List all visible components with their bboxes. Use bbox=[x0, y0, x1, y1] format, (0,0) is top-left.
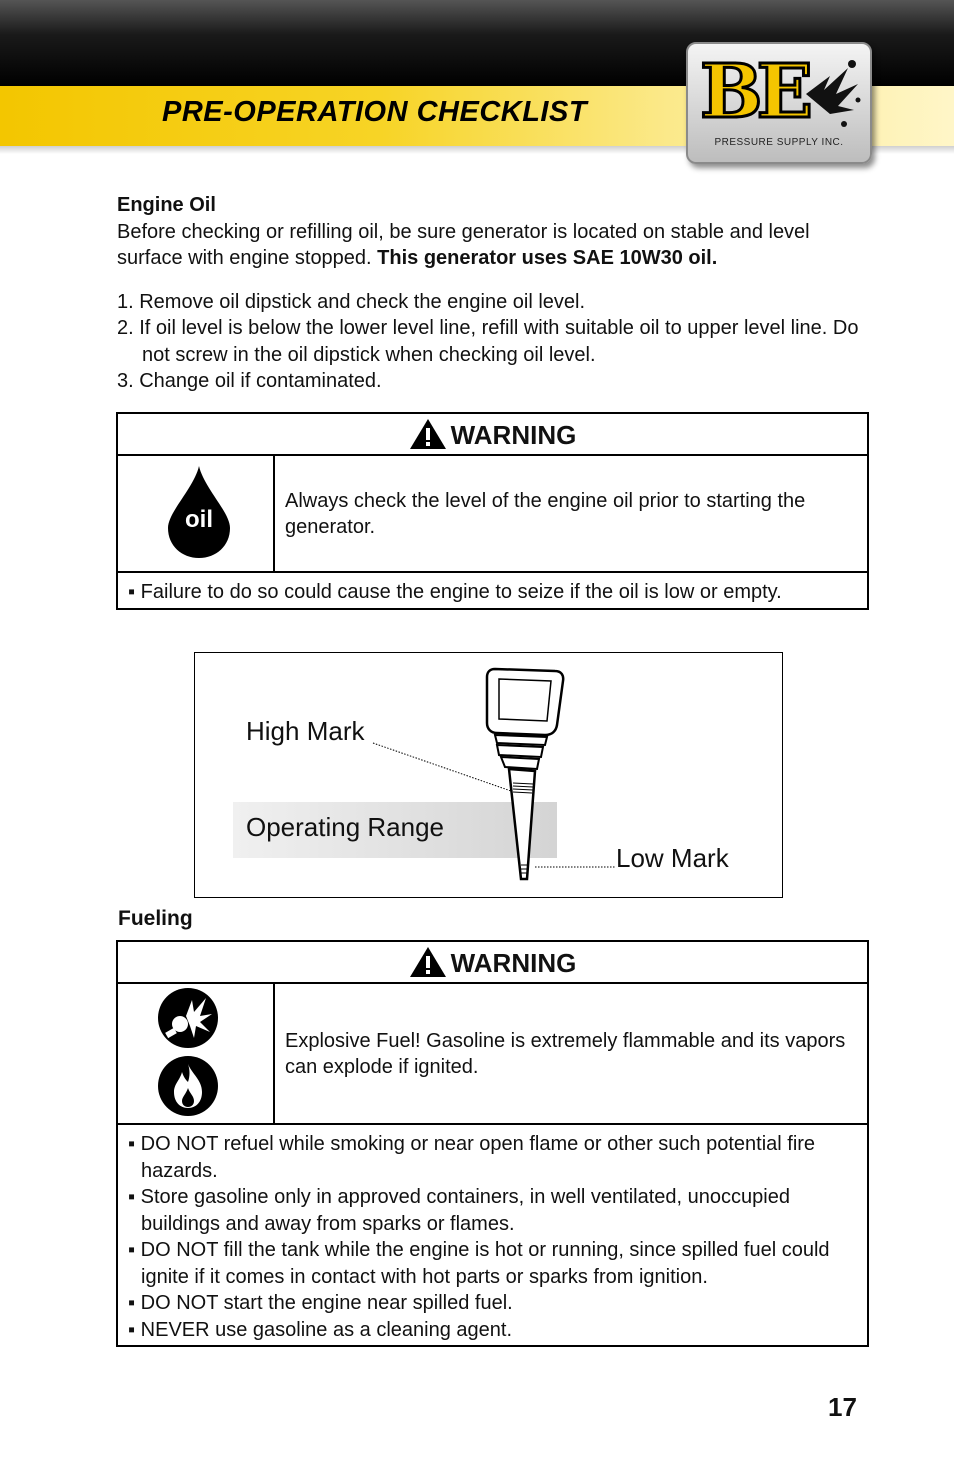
operating-range-label: Operating Range bbox=[246, 812, 445, 842]
bullet-text: Failure to do so could cause the engine to seize if the oil is low or empty. bbox=[140, 581, 782, 603]
warning-triangle-icon bbox=[409, 418, 447, 450]
bullet-text: NEVER use gasoline as a cleaning agent. bbox=[140, 1318, 513, 1341]
oil-warning-box bbox=[116, 412, 869, 610]
bullet-text: Store gasoline only in approved containers, in well ventilated, unoccupied buildings and away from sparks or flames. bbox=[140, 1186, 790, 1235]
engine-oil-intro bbox=[117, 219, 867, 272]
high-mark-label: High Mark bbox=[246, 716, 365, 746]
fuel-warning-box bbox=[116, 940, 869, 1347]
warning-triangle-icon bbox=[409, 946, 447, 978]
list-item: 2. If oil level is below the lower level line, refill with suitable oil to upper level line. Do not screw in the oil dipstick when checking oil level. bbox=[117, 317, 859, 366]
warning-header bbox=[118, 414, 867, 456]
warning-body bbox=[118, 456, 867, 573]
dipstick-blade bbox=[509, 769, 535, 879]
high-mark-leader bbox=[373, 743, 511, 791]
warning-icon-cell bbox=[118, 456, 275, 571]
list-item: ▪ DO NOT start the engine near spilled fuel. bbox=[128, 1292, 513, 1314]
fueling-section bbox=[118, 906, 868, 933]
engine-oil-steps bbox=[117, 289, 867, 395]
list-item: 3. Change oil if contaminated. bbox=[117, 370, 382, 392]
list-item: ▪ Failure to do so could cause the engine to seize if the oil is low or empty. bbox=[128, 581, 782, 603]
list-item: ▪ Store gasoline only in approved containers, in well ventilated, unoccupied buildings and away from sparks or flames. bbox=[128, 1186, 790, 1235]
low-mark-label: Low Mark bbox=[616, 843, 729, 873]
list-item: ▪ DO NOT fill the tank while the engine is hot or running, since spilled fuel could ignite if it comes in contact with hot parts or sparks from ignition. bbox=[128, 1239, 830, 1288]
fueling-heading: Fueling bbox=[118, 907, 193, 930]
warning-title: WARNING bbox=[450, 948, 577, 978]
list-item: ▪ DO NOT refuel while smoking or near open flame or other such potential fire hazards. bbox=[128, 1133, 816, 1182]
flame-icon bbox=[156, 1054, 220, 1118]
list-item: 1. Remove oil dipstick and check the engine oil level. bbox=[117, 290, 586, 313]
engine-oil-section bbox=[117, 192, 867, 395]
warning-icon-cell bbox=[118, 984, 275, 1123]
page-number: 17 bbox=[828, 1392, 857, 1422]
logo-text: BE bbox=[700, 49, 807, 135]
warning-message: Explosive Fuel! Gasoline is extremely flammable and its vapors can explode if ignited. bbox=[285, 1029, 846, 1078]
warning-bullets bbox=[118, 1125, 867, 1345]
engine-oil-heading: Engine Oil bbox=[117, 194, 216, 216]
bullet-text: DO NOT start the engine near spilled fuel. bbox=[140, 1292, 513, 1314]
engine-oil-spec: This generator uses SAE 10W30 oil. bbox=[377, 247, 718, 269]
page-title: PRE-OPERATION CHECKLIST bbox=[162, 96, 588, 128]
warning-bullets bbox=[118, 573, 867, 608]
engine-oil-intro-text: Before checking or refilling oil, be sure generator is located on stable and level surface with engine stopped. bbox=[117, 220, 810, 269]
warning-body bbox=[118, 984, 867, 1125]
bullet-text: DO NOT refuel while smoking or near open flame or other such potential fire hazards. bbox=[140, 1133, 816, 1182]
logo-subtext: PRESSURE SUPPLY INC. bbox=[714, 137, 844, 148]
dipstick-diagram bbox=[194, 652, 783, 898]
list-item: ▪ NEVER use gasoline as a cleaning agent. bbox=[128, 1318, 513, 1341]
warning-title: WARNING bbox=[450, 420, 577, 450]
bullet-text: DO NOT fill the tank while the engine is hot or running, since spilled fuel could ignite if it comes in contact with hot parts or sparks from ignition. bbox=[140, 1239, 830, 1288]
warning-header bbox=[118, 942, 867, 984]
oil-icon-label: oil bbox=[185, 506, 213, 533]
warning-message: Always check the level of the engine oil prior to starting the generator. bbox=[285, 489, 806, 538]
splash-icon bbox=[800, 54, 862, 134]
dipstick-illustration bbox=[195, 653, 782, 897]
brand-logo bbox=[686, 42, 872, 164]
explosion-icon bbox=[156, 986, 220, 1050]
